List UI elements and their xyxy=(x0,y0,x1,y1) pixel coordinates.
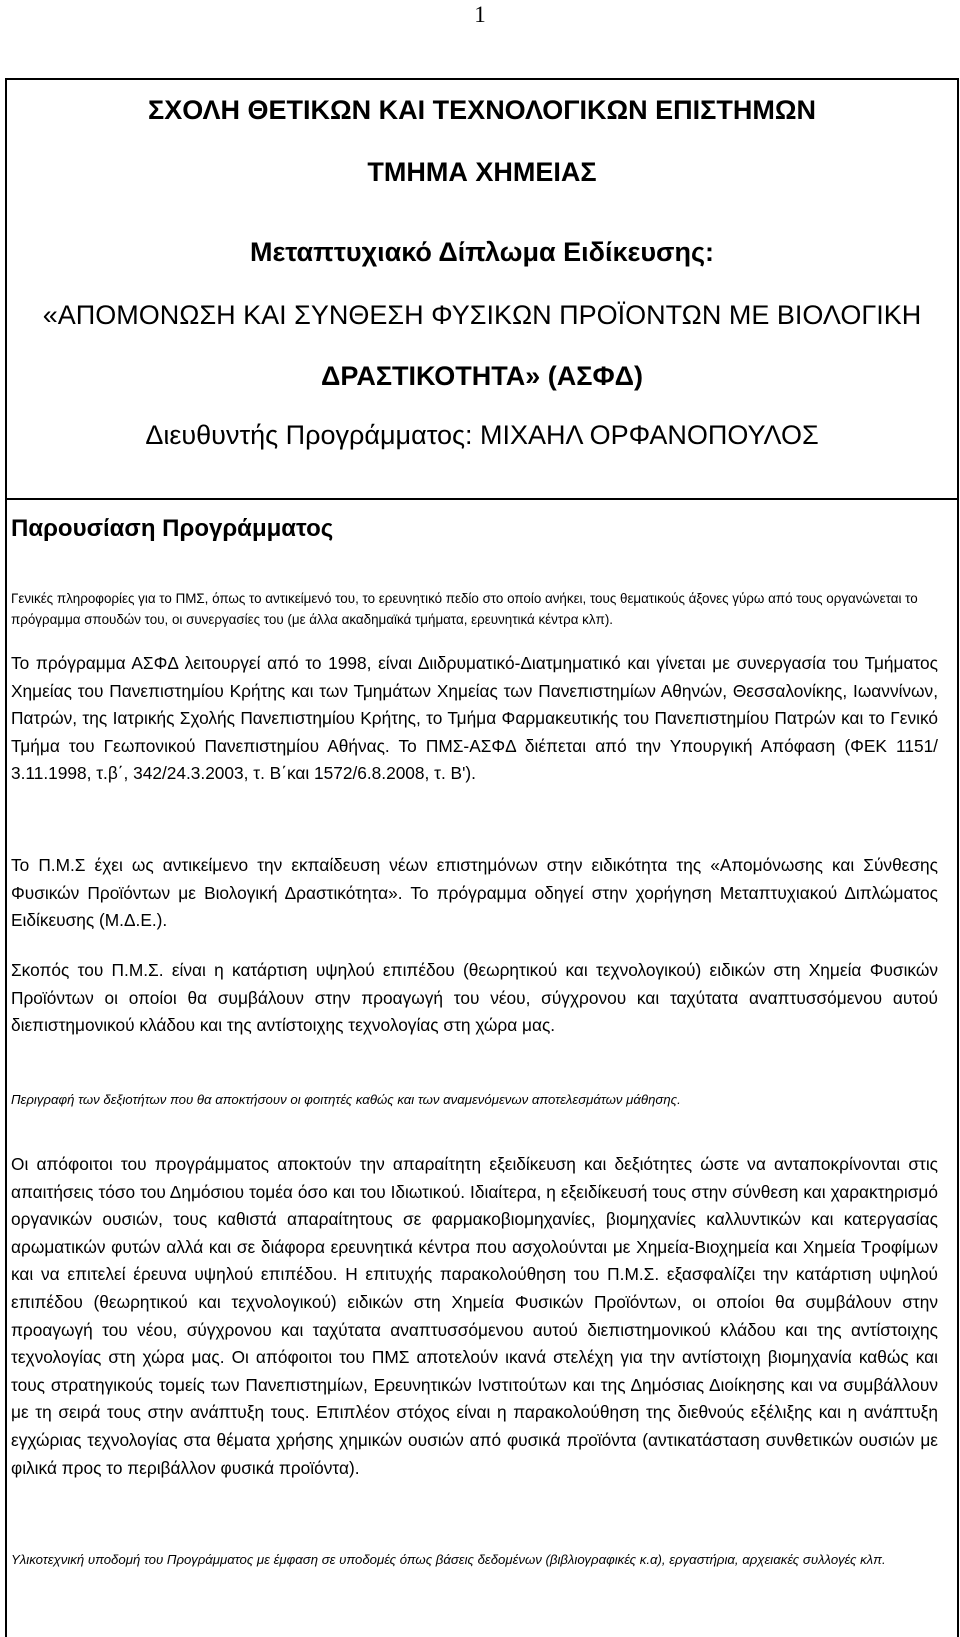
school-title: ΣΧΟΛΗ ΘΕΤΙΚΩΝ ΚΑΙ ΤΕΧΝΟΛΟΓΙΚΩΝ ΕΠΙΣΤΗΜΩΝ xyxy=(148,95,816,125)
program-operation-paragraph: Το πρόγραμμα ΑΣΦΔ λειτουργεί από το 1998, είναι Διιδρυματικό-Διατμηματικό και γίνεται με συνεργασία του Τμήματος Χημείας του Πανεπιστημίου Κρήτης και των Τμημάτων Χημείας των Πανεπιστημίων Αθηνών, Θεσσαλονίκης, Ιωαννίνων, Πατρών, της Ιατρικής Σχολής Πανεπιστημίου Κρήτης, το Τμήμα Φαρμακευτικής του Πανεπιστημίου Πατρών και το Γενικό Τμήμα του Γεωπονικού Πανεπιστημίου Αθήνας. Το ΠΜΣ-ΑΣΦΔ διέπεται από την Υπουργική Απόφαση (ΦΕΚ 1151/ 3.11.1998, τ.β΄, 342/24.3.2003, τ. Β΄και 1572/6.8.2008, τ. Β'). xyxy=(11,653,938,784)
program-director: Διευθυντής Προγράμματος: ΜΙΧΑΗΛ ΟΡΦΑΝΟΠΟΥΛΟΣ xyxy=(145,420,819,450)
graduates-paragraph: Οι απόφοιτοι του προγράμματος αποκτούν την απαραίτητη εξειδίκευση και δεξιότητες ώστε να ανταποκρίνονται στις απαιτήσεις τόσο του Δημόσιου τομέα όσο και του Ιδιωτικού. Ιδιαίτερα, η εξειδίκευσή τους στην σύνθεση και χαρακτηρισμό οργανικών ουσιών, τους καθιστά απαραίτητους σε φαρμακοβιομηχανίες, βιομηχανίες καλλυντικών και κατεργασίας αρωματικών φυτών αλλά και σε διάφορα ερευνητικά κέντρα που ασχολούνται με Χημεία-Βιοχημεία και Χημεία Τροφίμων και να επιτελεί έρευνα υψηλού επιπέδου. Η επιτυχής παρακολούθηση του Π.Μ.Σ. εξασφαλίζει την κατάρτιση υψηλού επιπέδου (θεωρητικού και τεχνολογικού) ειδικών στη Χημεία Φυσικών Προϊόντων, οι οποίοι θα συμβάλουν στην προαγωγή του νέου, σύγχρονου και ταχύτατα αναπτυσσόμενου αυτού διεπιστημονικού κλάδου και της αντίστοιχης τεχνολογίας στη χώρα μας. Οι απόφοιτοι του ΠΜΣ αποτελούν ικανά στελέχη για την αντίστοιχη βιομηχανία καθώς και τους στρατηγικούς τομείς των Πανεπιστημίων, Ερευνητικών Ινστιτούτων και της Δημόσιας Διοίκησης και να συμβάλλουν με τη σειρά τους στην ανάπτυξη τους. Επιπλέον στόχος είναι η παρακολούθηση της διεθνούς εξέλιξης και η ανάπτυξη εγχώριας τεχνολογίας στα θέματα χρήσης χημικών ουσιών από φυσικά προϊόντα (αντικατάσταση συνθετικών ουσιών με φιλικά προς το περιβάλλον φυσικά προϊόντα). xyxy=(11,1154,938,1478)
program-type: Μεταπτυχιακό Δίπλωμα Ειδίκευσης: xyxy=(249,237,715,267)
section-heading: Παρουσίαση Προγράμματος xyxy=(11,515,334,542)
department-title: ΤΜΗΜΑ ΧΗΜΕΙΑΣ xyxy=(367,157,597,187)
infrastructure-note: Υλικοτεχνική υποδομή του Προγράμματος με έμφαση σε υποδομές όπως βάσεις δεδομένων (βιβλιογραφικές κ.α), εργαστήρια, αρχειακές συλλογές κλπ. xyxy=(11,1552,886,1567)
program-name-line-1: «ΑΠΟΜΟΝΩΣΗ ΚΑΙ ΣΥΝΘΕΣΗ ΦΥΣΙΚΩΝ ΠΡΟΪΟΝΤΩΝ ΜΕ ΒΙΟΛΟΓΙΚΗ xyxy=(42,300,922,330)
header-box xyxy=(7,80,957,500)
intro-paragraph: Γενικές πληροφορίες για το ΠΜΣ, όπως το αντικείμενό του, το ερευνητικό πεδίο στο οποίο ανήκει, τους θεματικούς άξονες γύρω από τους οργανώνεται το πρόγραμμα σπουδών του, οι συνεργασίες του (με άλλα ακαδημαϊκά τμήματα, ερευνητικά κέντρα κλπ). xyxy=(11,591,918,627)
program-name-line-2: ΔΡΑΣΤΙΚΟΤΗΤΑ» (ΑΣΦΔ) xyxy=(320,361,644,391)
program-purpose-paragraph: Σκοπός του Π.Μ.Σ. είναι η κατάρτιση υψηλού επιπέδου (θεωρητικού και τεχνολογικού) ειδικών στη Χημεία Φυσικών Προϊόντων οι οποίοι θα συμβάλουν στην προαγωγή του νέου, σύγχρονου και ταχύτατα αναπτυσσόμενου αυτού διεπιστημονικού κλάδου και της αντίστοιχης τεχνολογίας στη χώρα μας. xyxy=(11,960,938,1036)
page-number: 1 xyxy=(474,2,486,27)
program-subject-paragraph: Το Π.Μ.Σ έχει ως αντικείμενο την εκπαίδευση νέων επιστημόνων στην ειδικότητα της «Απομόνωσης και Σύνθεσης Φυσικών Προϊόντων με Βιολογική Δραστικότητα». Το πρόγραμμα οδηγεί στην χορήγηση Μεταπτυχιακού Διπλώματος Ειδίκευσης (Μ.Δ.Ε.). xyxy=(11,855,938,931)
skills-note: Περιγραφή των δεξιοτήτων που θα αποκτήσουν οι φοιτητές καθώς και των αναμενόμενων αποτελεσμάτων μάθησης. xyxy=(11,1092,681,1107)
